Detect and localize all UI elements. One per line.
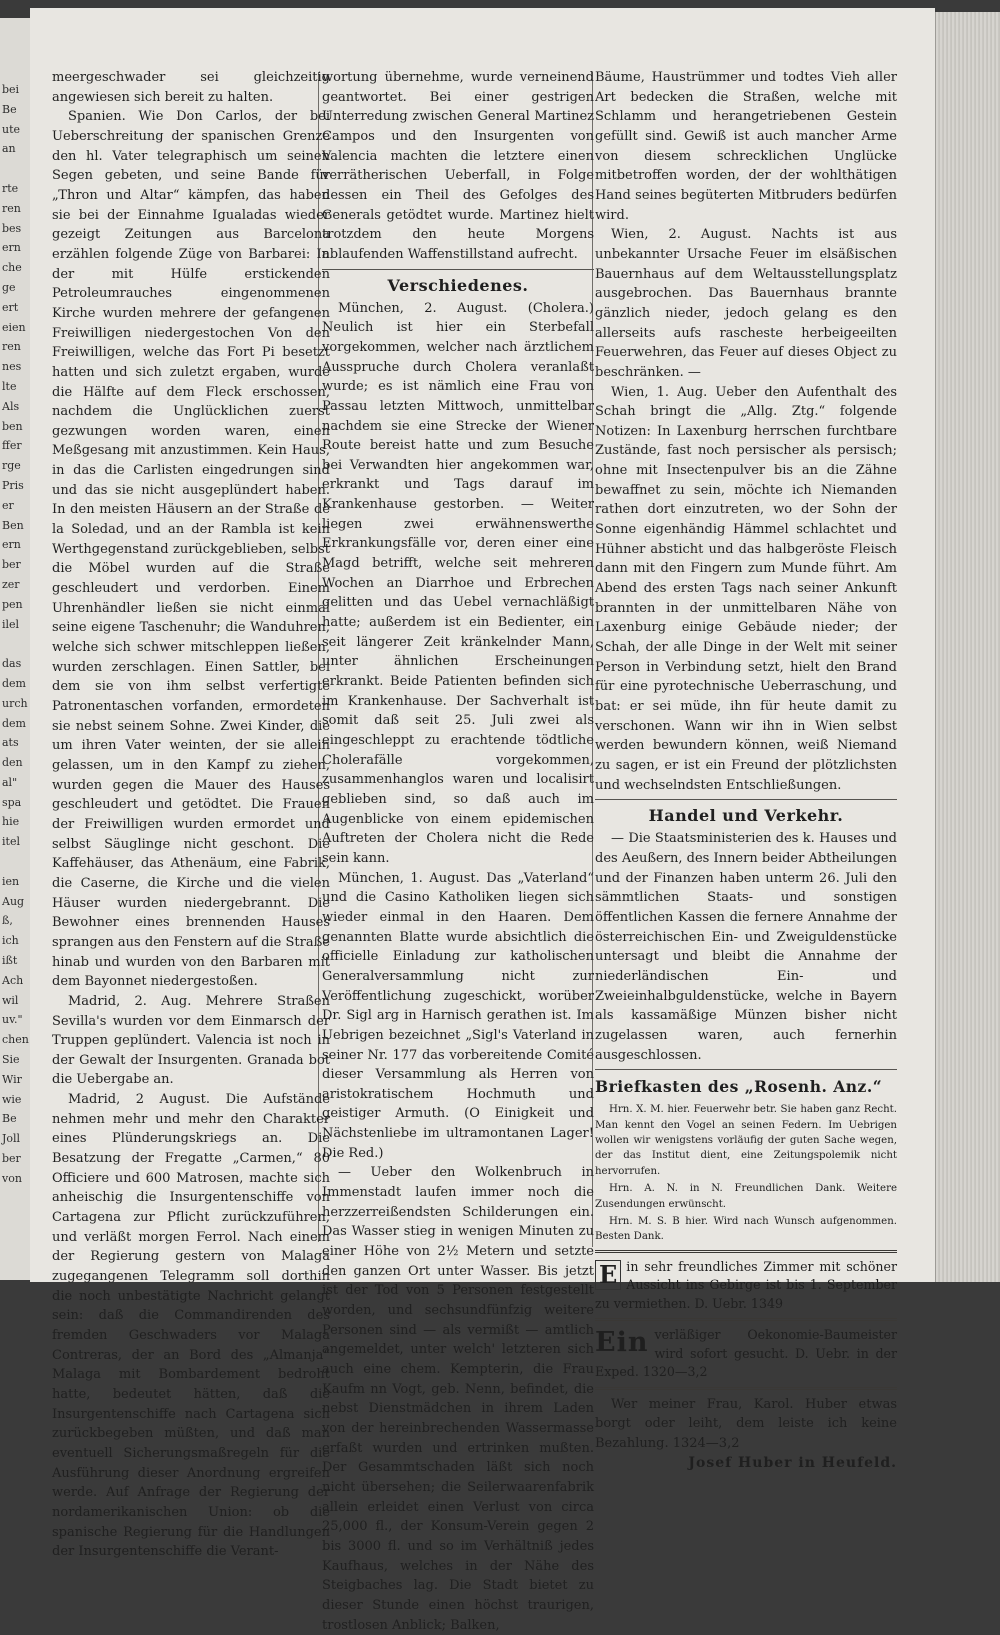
previous-page-fragment: itel (2, 835, 20, 849)
previous-page-fragment: von (2, 1171, 22, 1185)
ad-separator (595, 1387, 897, 1390)
previous-page-fragment: ren (2, 201, 21, 215)
previous-page-fragment: dem (2, 676, 26, 690)
previous-page-fragment: Be (2, 102, 17, 116)
previous-page-fragment: ren (2, 340, 21, 354)
previous-page-fragment: Be (2, 1112, 17, 1126)
previous-page-fragment: Aug (2, 894, 25, 908)
previous-page-fragment (2, 852, 30, 872)
previous-page-edge (0, 18, 31, 1280)
classified-ad-room (595, 1258, 897, 1314)
article-paragraph: Wien, 1. Aug. Ueber den Aufenthalt des Schah bringt die „Allg. Ztg.“ folgende Notizen: In Laxenburg herrschen furchtbare Zustände, fast noch persischer als persisch; ohne mit Insectenpulver bis an die Zähne bewaffnet zu sein, möchte ich Niemanden rathen dort einzutreten, wo der Sohn der Sonne eigenhändig Hämmel schlachtet und Hühner absticht und das halbgeröste Fleisch dann mit den Fingern zum Munde führt. Am Abend des ersten Tags nach seiner Ankunft brannten in der unmittelbaren Nähe von Laxenburg einige Gebäude nieder; der Schah, der alle Dinge in der Welt mit seiner Person in Verbindung setzt, hielt den Brand für eine pyrotechnische Ueberraschung, und bat: er sei müde, ihn für heute damit zu verschonen. Wann wir ihn in Wien selbst werden bewundern können, weiß Niemand zu sagen, er ist ein Freund der plötzlichsten und wechselndsten Entschließungen. (595, 384, 897, 793)
ad-separator (595, 1250, 897, 1253)
notice-signature: Josef Huber in Heufeld. (688, 1454, 897, 1471)
article-paragraph: wortung übernehme, wurde verneinend geantwortet. Bei einer gestrigen Unterredung zwischen General Martinez Campos und den Insurgenten von Valencia machten die letztere einen verrätherischen Ueberfall, in Folge dessen ein Theil des Gefolges des Generals getödtet wurde. Martinez hielt trotzdem den heute Morgens ablaufenden Waffenstillstand aufrecht. (322, 70, 594, 262)
previous-page-fragment: uv." (2, 1013, 23, 1027)
previous-page-fragment (2, 159, 30, 179)
article-paragraph: München, 1. August. Das „Vaterland“ und die Casino Katholiken liegen sich wieder einmal in den Haaren. Dem genannten Blatte wurde absichtlich die officielle Einladung zur katholischen Generalversammlung nicht zur Veröffentlichung zugeschickt, worüber Dr. Sigl arg in Harnisch gerathen ist. Im Uebrigen bezeichnet „Sigl's Vaterland in seiner Nr. 177 das vorbereitende Comité dieser Versammlung als Herren von aristokratischem Hochmuth und geistiger Armuth. (O Einigkeit und Nächstenliebe im ultramontanen Lager! Die Red.) (322, 870, 594, 1161)
column-1 (52, 68, 330, 1562)
previous-page-fragment: bei (2, 83, 20, 96)
previous-page-fragment: ber (2, 1152, 21, 1166)
letterbox-heading: Briefkasten des „Rosenh. Anz.“ (595, 1077, 883, 1097)
ad-text: in sehr freundliches Zimmer mit schöner Aussicht ins Gebirge ist bis 1. September zu vermiethen. D. Uebr. 1349 (595, 1258, 897, 1311)
ad-separator (595, 1318, 897, 1321)
article-paragraph: Madrid, 2 August. Die Aufstände nehmen mehr und mehr den Charakter eines Plünderungskriegs an. Die Besatzung der Fregatte „Carmen,“ 80 Officiere und 600 Matrosen, machte sich anheischig die Insurgentenschiffe von Cartagena zur Pflicht zurückzuführen, und verläßt morgen Ferrol. Nach einem der Regierung gestern von Malaga zugegangenen Telegramm soll dorthin die noch unbestätigte Nachricht gelangt sein: daß die Commandirenden des fremden Geschwaders vor Malaga Contreras, der an Bord des „Almanja“ Malaga mit Bombardement bedroht hatte, bedeutet hätten, daß die Insurgentenschiffe nach Cartagena sich zurückbegeben müßten, und daß man eventuell Sicherungsmaßregeln für die Ausführung dieser Anordnung ergreifen werde. Auf Anfrage der Regierung der nordamerikanischen Union: ob die spanische Regierung für die Handlungen der Insurgentenschiffe die Verant- (52, 1092, 330, 1560)
ad-initial-letter: E (595, 1260, 621, 1290)
previous-page-fragment: che (2, 261, 22, 275)
previous-page-fragment: ern (2, 538, 21, 552)
classified-ad-job (595, 1326, 897, 1382)
previous-page-fragment: nes (2, 360, 22, 374)
previous-page-fragment: Als (2, 399, 20, 413)
previous-page-fragment: eien (2, 320, 26, 334)
column-3 (595, 68, 897, 1473)
article-paragraph: meergeschwader sei gleichzeitig angewiesen sich bereit zu halten. (52, 70, 330, 105)
letterbox-note: Hrn. X. M. hier. Feuerwehr betr. Sie haben ganz Recht. Man kennt den Vogel an seinen Federn. Im Uebrigen wollen wir wenigstens vorläufig der guten Sache wegen, der das Institut dient, eine Zeitungspolemik nicht hervorrufen. (595, 1104, 897, 1177)
previous-page-fragment (2, 634, 30, 654)
previous-page-fragment: ben (2, 419, 23, 433)
previous-page-fragment: Wir (2, 1072, 22, 1086)
previous-page-fragment: pen (2, 597, 23, 611)
previous-page-fragment: ißt (2, 954, 18, 968)
previous-page-fragment: Sie (2, 1053, 20, 1067)
previous-page-fragment: ber (2, 558, 21, 572)
article-paragraph: — Ueber den Wolkenbruch in Immenstadt laufen immer noch die herzzerreißendsten Schilderungen ein. Das Wasser stieg in wenigen Minuten zu einer Höhe von 2½ Metern und setzte den ganzen Ort unter Wasser. Bis jetzt ist der Tod von 5 Personen festgestellt worden, und sechsundfünfzig weitere Personen sind — als vermißt — amtlich angemeldet, unter welch' letzteren sich auch eine chem. Kempterin, die Frau Kaufm nn Vogt, geb. Nenn, befindet, die nebst Dienstmädchen in ihrem Laden von der hereinbrechenden Wassermasse erfaßt wurden und ertrinken mußten. Der Gesammtschaden läßt sich noch nicht übersehen; die Seilerwaarenfabrik allein erleidet einen Verlust von circa 25,000 fl., der Konsum-Verein gegen 2 bis 3000 fl. und so im Verhältniß jedes Kaufhaus, welches in der Nähe des Steigbaches lag. Die Stadt bietet zu dieser Stunde einen höchst traurigen, trostlosen Anblick; Balken, (322, 1165, 594, 1633)
previous-page-fragment: al" (2, 775, 18, 789)
article-paragraph: München, 2. August. (Cholera.) Neulich ist hier ein Sterbefall vorgekommen, welcher nach ärztlichem Ausspruche durch Cholera veranlaßt wurde; es ist nämlich eine Frau von Passau letzten Mittwoch, unmittelbar nachdem sie eine Strecke der Wiener Route bereist hatte und zum Besuche bei Verwandten hier angekommen war, erkrankt und Tags darauf im Krankenhause gestorben. — Weiter liegen zwei erwähnenswerthe Erkrankungsfälle vor, deren einer eine Magd betrifft, welche seit mehreren Wochen an Diarrhoe und Erbrechen gelitten und das Uebel vernachläßigt hatte; außerdem ist ein Bedienter, ein seit längerer Zeit kränkelnder Mann, unter ähnlichen Erscheinungen erkrankt. Beide Patienten befinden sich im Krankenhause. Der Sachverhalt ist somit daß seit 25. Juli zwei als eingeschleppt zu erachtende tödtliche Cholerafälle vorgekommen, zusammenhanglos waren und localisirt geblieben sind, so daß auch im Augenblicke von einem epidemischen Auftreten der Cholera nicht die Rede sein kann. (322, 300, 594, 866)
previous-page-fragment: Ach (2, 973, 24, 987)
previous-page-fragment: dem (2, 716, 26, 730)
previous-page-fragment: zer (2, 577, 20, 591)
previous-page-fragment: an (2, 142, 16, 156)
previous-page-fragment: ich (2, 934, 19, 948)
letterbox-note: Hrn. M. S. B hier. Wird nach Wunsch aufgenommen. Besten Dank. (595, 1216, 897, 1243)
previous-page-fragment: ge (2, 280, 16, 294)
previous-page-fragment: lte (2, 379, 17, 393)
article-paragraph: Wer meiner Frau, Karol. Huber etwas borgt oder leiht, dem leiste ich keine Bezahlung. 1324—3,2 (595, 1396, 897, 1452)
letterbox-note: Hrn. A. N. in N. Freundlichen Dank. Weitere Zusendungen erwünscht. (595, 1183, 897, 1210)
previous-page-fragment: ute (2, 122, 21, 136)
previous-page-fragment: rte (2, 181, 19, 195)
previous-page-fragment: ilel (2, 617, 20, 631)
previous-page-fragment: wie (2, 1092, 22, 1106)
previous-page-fragment: Ben (2, 518, 24, 532)
previous-page-fragment: ien (2, 874, 20, 888)
newspaper-page (30, 8, 935, 1633)
previous-page-fragment: urch (2, 696, 28, 710)
column-2 (322, 68, 594, 1635)
section-rule (595, 799, 897, 800)
previous-page-fragment: den (2, 756, 23, 770)
previous-page-fragment: das (2, 657, 22, 671)
previous-page-fragment: Joll (2, 1132, 21, 1146)
previous-page-fragment: bes (2, 221, 22, 235)
article-paragraph: Madrid, 2. Aug. Mehrere Straßen Sevilla's wurden vor dem Einmarsch der Truppen geplündert. Valencia ist noch in der Gewalt der Insurgenten. Granada bot die Uebergabe an. (52, 993, 330, 1088)
page-stack-edge (935, 12, 1000, 1282)
previous-page-fragment: ffer (2, 439, 22, 453)
previous-page-fragment: wil (2, 993, 19, 1007)
previous-page-fragment: hie (2, 815, 20, 829)
previous-page-fragment: ats (2, 736, 19, 750)
previous-page-fragment: ert (2, 300, 19, 314)
section-rule (595, 1069, 897, 1070)
article-paragraph: Wien, 2. August. Nachts ist aus unbekannter Ursache Feuer im elsäßischen Bauernhaus auf dem Weltausstellungsplatz ausgebrochen. Das Bauernhaus brannte gänzlich nieder, jedoch gelang es den allerseits aufs rascheste herbeigeeilten Feuerwehren, das Feuer auf dieses Object zu beschränken. — (595, 227, 897, 380)
section-rule (322, 269, 594, 270)
section-heading: Handel und Verkehr. (648, 806, 844, 826)
previous-page-fragment: Pris (2, 478, 24, 492)
section-heading: Verschiedenes. (387, 275, 529, 295)
ad-display-word: Ein (595, 1327, 649, 1359)
previous-page-fragment: chen (2, 1033, 29, 1047)
previous-page-fragment: rge (2, 459, 21, 473)
article-paragraph: Spanien. Wie Don Carlos, der bei Ueberschreitung der spanischen Grenze den hl. Vater telegraphisch um seinen Segen gebeten, und seine Bande für „Thron und Altar“ kämpfen, das haben sie bei der Einnahme Igualadas wieder gezeigt Zeitungen aus Barcelona erzählen folgende Züge von Barbarei: In der mit Hülfe erstickenden Petroleumrauches eingenommenen Kirche wurden mehrere der gefangenen Freiwilligen niedergestochen Von den Freiwilligen, welche das Fort Pi besetzt hatten und sich zuletzt ergaben, wurde die Hälfte auf dem Fleck erschossen, nachdem die Unglücklichen zuerst gezwungen worden waren, einen Meßgesang mit anzustimmen. Kein Haus, in das die Carlisten eingedrungen sind und das sie nicht ausgeplündert haben. In den meisten Häusern an der Straße de la Soledad, und an der Rambla ist kein Werthgegenstand zurückgeblieben, selbst die Möbel wurden auf die Straße geschleudert und verdorben. Einem Uhrenhändler ließen sie nicht einmal seine eigene Taschenuhr; die Wanduhren, welche sich schwer mitschleppen ließen, wurden zerschlagen. Einen Sattler, bei dem sie von ihm selbst verfertigte Patronentaschen vorfanden, ermordeten sie nebst seinem Sohne. Zwei Kinder, die um ihren Vater weinten, der sie allein gelassen, um in den Kampf zu ziehen, wurden gegen die Mauer des Hauses geschleudert und getödtet. Die Frauen der Freiwilligen wurden ermordet und selbst Säuglinge nicht geschont. Die Kaffehäuser, das Athenäum, eine Fabrik, die Caserne, die Kirche und die vielen Häuser wurden niedergebrannt. Die Bewohner eines brennenden Hauses sprangen aus den Fenstern auf die Straße hinab und wurden von den Barbaren mit dem Bayonnet niedergestoßen. (52, 109, 330, 990)
previous-page-fragment: er (2, 498, 14, 512)
article-paragraph: — Die Staatsministerien des k. Hauses und des Aeußern, des Innern beider Abtheilungen und der Finanzen haben unterm 26. Juli den sämmtlichen Staats- und sonstigen öffentlichen Kassen die fernere Annahme der österreichischen Ein- und Zweiguldenstücke untersagt und bleibt die Annahme der niederländischen Ein- und Zweieinhalbguldenstücke, welche in Bayern als kassamäßige Münzen bisher nicht zugelassen waren, auch fernerhin ausgeschlossen. (595, 831, 897, 1063)
previous-page-fragment: ern (2, 241, 21, 255)
previous-page-fragment: spa (2, 795, 22, 809)
article-paragraph: Bäume, Haustrümmer und todtes Vieh aller Art bedecken die Straßen, welche mit Schlamm und herangetriebenen Gestein gefüllt sind. Gewiß ist auch mancher Arme von diesem schrecklichen Unglücke mitbetroffen worden, der der wohlthätigen Hand seines begüterten Mitbruders bedürfen wird. (595, 70, 897, 223)
previous-page-text-fragments (0, 18, 30, 1189)
ad-text: verläßiger Oekonomie-Baumeister wird sofort gesucht. D. Uebr. in der Exped. 1320—3,2 (595, 1327, 897, 1380)
previous-page-fragment: ß, (2, 914, 13, 928)
